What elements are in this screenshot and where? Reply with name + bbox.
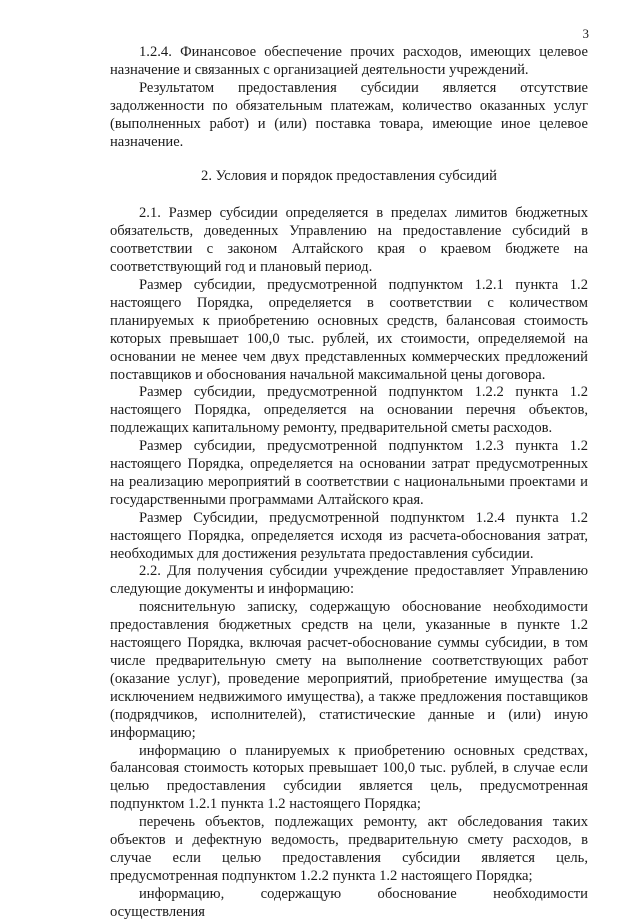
section-heading: 2. Условия и порядок предоставления субсидий — [201, 168, 497, 185]
list-item-fixed-assets: информацию о планируемых к приобретению основных средствах, балансовая стоимость которых превышает 100,0 тыс. рублей, в случае если целью предоставления субсидии является цель, предусмотренная подпунктом 1.2.1 пункта 1.2 настоящего Порядка; — [110, 742, 588, 813]
paragraph-result: Результатом предоставления субсидии является отсутствие задолженности по обязательным платежам, количество оказанных услуг (выполненных работ) и (или) поставка товара, имеющие иное целевое назначение. — [110, 79, 588, 150]
paragraph-1-2-4: 1.2.4. Финансовое обеспечение прочих расходов, имеющих целевое назначение и связанных с организацией деятельности учреждений. — [110, 44, 588, 78]
document-body — [110, 44, 588, 922]
paragraph-2-2: 2.2. Для получения субсидии учреждение предоставляет Управлению следующие документы и информацию: — [110, 563, 588, 598]
list-item-objects-repair: перечень объектов, подлежащих ремонту, акт обследования таких объектов и дефектную ведомость, предварительную смету расходов, в случае если целью предоставления субсидии является цель, предусмотренная подпунктом 1.2.2 пункта 1.2 настоящего Порядка; — [110, 814, 588, 884]
list-item-explanatory-note: пояснительную записку, содержащую обоснование необходимости предоставления бюджетных средств на цели, указанные в пункте 1.2 настоящего Порядка, включая расчет-обоснование суммы субсидии, в том числе предварительную смету на выполнение соответствующих работ (оказание услуг), проведение мероприятий, приобретение имущества (за исключением недвижимого имущества), а также предложения поставщиков (подрядчиков, исполнителей), статистические данные и (или) иную информацию; — [110, 599, 588, 741]
paragraph-size-1-2-3: Размер субсидии, предусмотренной подпунктом 1.2.3 пункта 1.2 настоящего Порядка, определяется на основании затрат предусмотренных на реализацию мероприятий в соответствии с национальными проектами и государственными программами Алтайского края. — [110, 438, 588, 508]
paragraph-size-1-2-4: Размер Субсидии, предусмотренной подпунктом 1.2.4 пункта 1.2 настоящего Порядка, определяется исходя из расчета-обоснования затрат, необходимых для достижения результата предоставления субсидии. — [110, 509, 588, 562]
paragraph-size-1-2-2: Размер субсидии, предусмотренной подпунктом 1.2.2 пункта 1.2 настоящего Порядка, определяется на основании перечня объектов, подлежащих капитальному ремонту, предварительной сметы расходов. — [110, 384, 588, 437]
paragraph-2-1: 2.1. Размер субсидии определяется в пределах лимитов бюджетных обязательств, доведенных Управлению на предоставление субсидий в соответствии с законом Алтайского края о краевом бюджете на соответствующий год и плановый период. — [110, 205, 588, 276]
page-number: 3 — [582, 26, 589, 41]
paragraph-size-1-2-1: Размер субсидии, предусмотренной подпунктом 1.2.1 пункта 1.2 настоящего Порядка, определяется в соответствии с количеством планируемых к приобретению основных средств, балансовая стоимость которых превышает 100,0 тыс. рублей, их стоимости, определяемой на основании не менее чем двух представленных коммерческих предложений поставщиков и обоснования начальной максимальной цены договора. — [110, 276, 588, 383]
list-item-justification: информацию, содержащую обоснование необходимости осуществления — [110, 885, 588, 920]
